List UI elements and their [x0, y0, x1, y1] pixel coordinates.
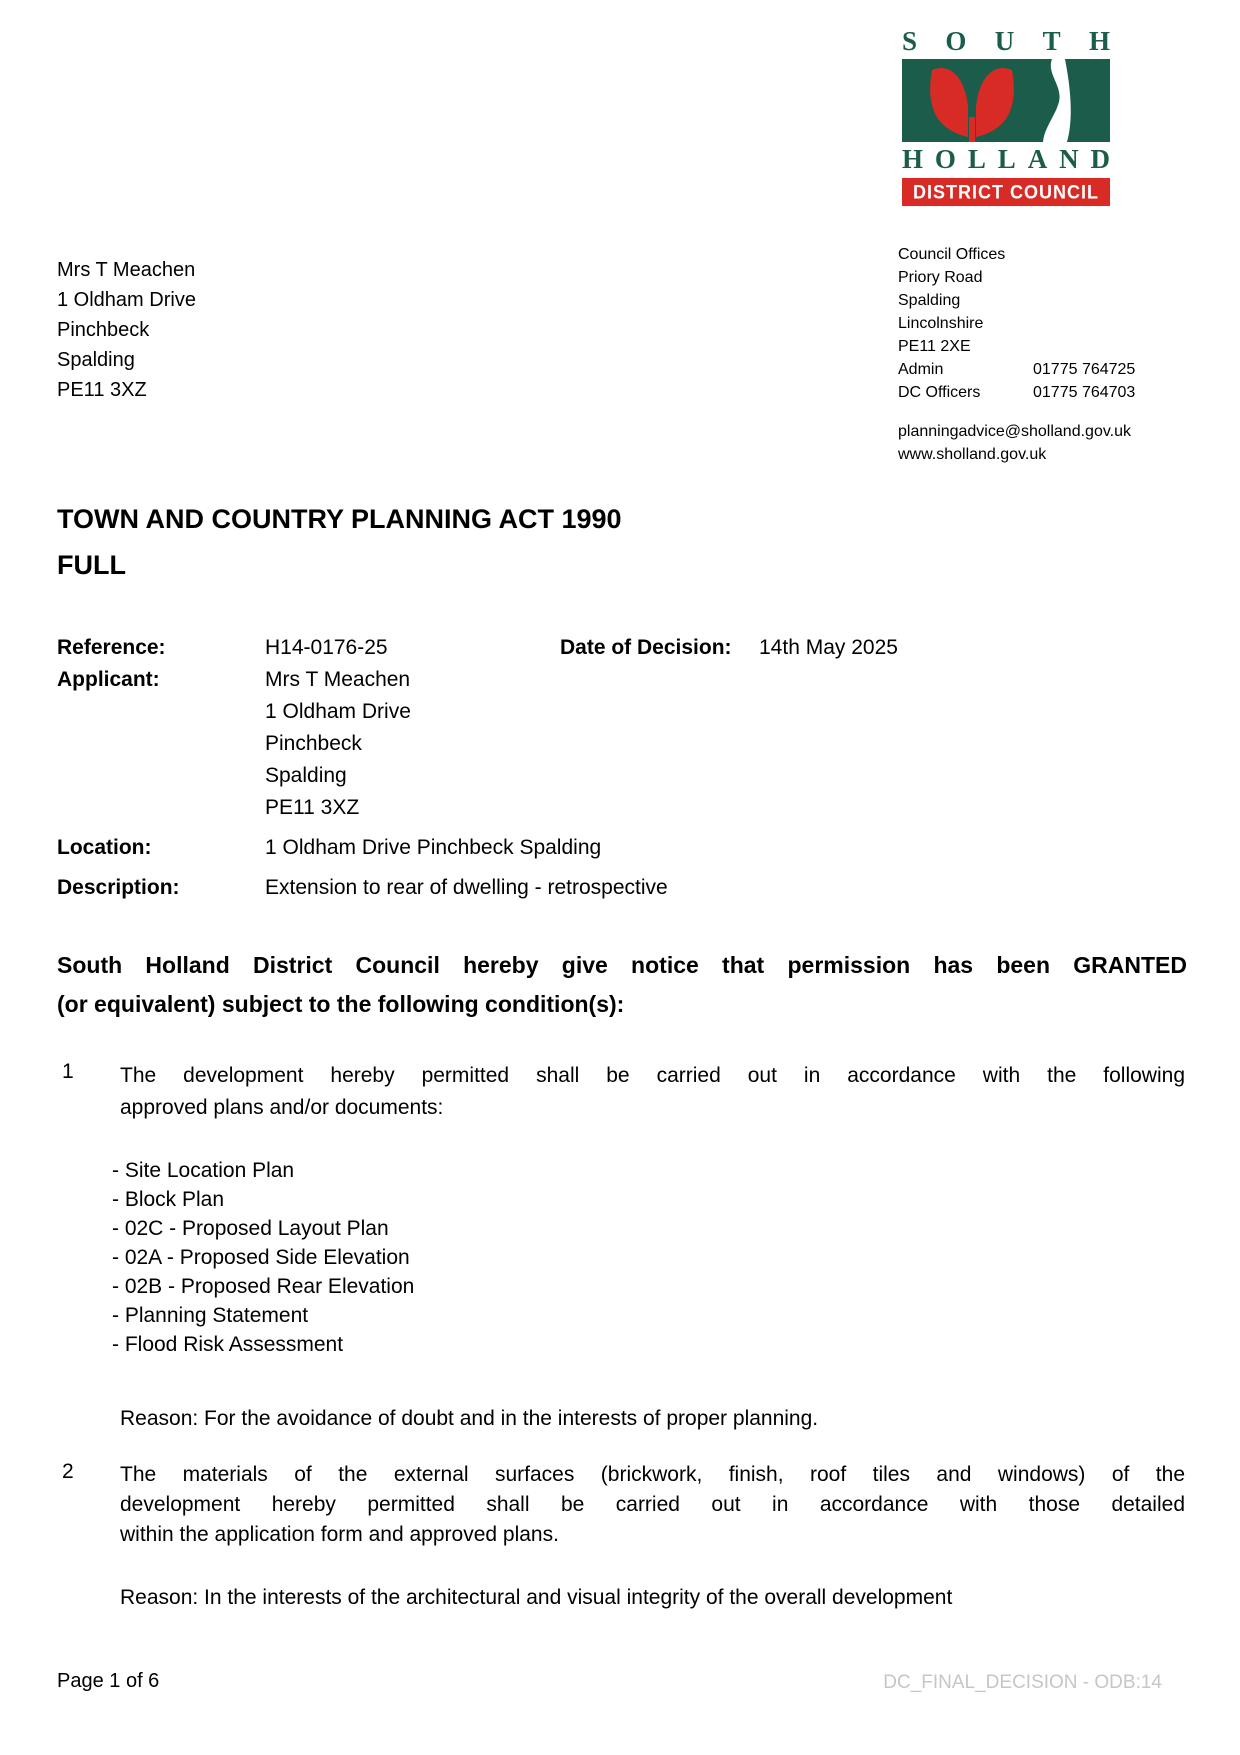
- reference-row: [57, 632, 1187, 664]
- reference-label: Reference:: [57, 636, 166, 659]
- council-address-line: PE11 2XE: [898, 338, 971, 355]
- council-website: www.sholland.gov.uk: [898, 446, 1047, 463]
- plan-item: - 02A - Proposed Side Elevation: [112, 1246, 410, 1269]
- logo-word-south: S O U T H: [902, 26, 1110, 56]
- applicant-line: Mrs T Meachen: [265, 668, 411, 691]
- condition-2-reason: Reason: In the interests of the architectural and visual integrity of the overall development: [120, 1586, 953, 1609]
- document-reference-code: DC_FINAL_DECISION - ODB:14: [883, 1672, 1162, 1693]
- phone-number: 01775 764725: [1033, 361, 1136, 378]
- phone-row-admin: [898, 358, 1198, 381]
- council-links: [898, 420, 1198, 466]
- plan-item: - Block Plan: [112, 1188, 225, 1211]
- applicant-row: [57, 664, 1187, 824]
- condition-line: The development hereby permitted shall be carried out in accordance with the following: [120, 1064, 1185, 1087]
- recipient-line: PE11 3XZ: [57, 379, 147, 401]
- tulip-logo-icon: [902, 59, 1110, 142]
- applicant-label: Applicant:: [57, 668, 160, 691]
- council-address-line: Spalding: [898, 292, 961, 309]
- page-number: Page 1 of 6: [57, 1670, 160, 1692]
- recipient-line: Spalding: [57, 349, 135, 371]
- council-address-block: [898, 243, 1198, 466]
- phone-number: 01775 764703: [1033, 384, 1136, 401]
- plan-item: - Planning Statement: [112, 1304, 309, 1327]
- application-details: [57, 632, 1187, 904]
- council-address-line: Council Offices: [898, 246, 1006, 263]
- condition-number: 1: [62, 1060, 74, 1083]
- recipient-address: [57, 255, 196, 405]
- council-email: planningadvice@sholland.gov.uk: [898, 423, 1131, 440]
- location-row: [57, 832, 1187, 864]
- document-title: [57, 496, 622, 588]
- reference-value: H14-0176-25: [265, 636, 388, 659]
- condition-text: [120, 1460, 1185, 1550]
- decision-statement-line: (or equivalent) subject to the following condition(s):: [57, 991, 625, 1017]
- condition-1: [57, 1060, 1187, 1124]
- condition-1-reason: Reason: For the avoidance of doubt and in the interests of proper planning.: [120, 1407, 819, 1430]
- phone-row-dc-officers: [898, 381, 1198, 404]
- condition-number: 2: [62, 1460, 74, 1483]
- applicant-address: [265, 664, 1187, 824]
- description-value: Extension to rear of dwelling - retrospective: [265, 876, 668, 899]
- plan-item: - Flood Risk Assessment: [112, 1333, 344, 1356]
- description-row: [57, 872, 1187, 904]
- council-address-line: Lincolnshire: [898, 315, 984, 332]
- applicant-line: 1 Oldham Drive: [265, 700, 411, 723]
- condition-text: [120, 1060, 1185, 1124]
- logo-banner-district-council: DISTRICT COUNCIL: [902, 178, 1110, 206]
- condition-line: approved plans and/or documents:: [120, 1096, 444, 1119]
- plan-item: - 02C - Proposed Layout Plan: [112, 1217, 389, 1240]
- location-value: 1 Oldham Drive Pinchbeck Spalding: [265, 836, 602, 859]
- decision-date-label: Date of Decision:: [560, 636, 732, 659]
- plan-item: - 02B - Proposed Rear Elevation: [112, 1275, 415, 1298]
- description-label: Description:: [57, 876, 180, 899]
- decision-date-value: 14th May 2025: [759, 636, 898, 659]
- approved-plans-list: [112, 1156, 414, 1359]
- council-address-line: Priory Road: [898, 269, 983, 286]
- application-type: FULL: [57, 550, 126, 580]
- applicant-line: Pinchbeck: [265, 732, 362, 755]
- phone-label: DC Officers: [898, 384, 981, 401]
- applicant-line: Spalding: [265, 764, 347, 787]
- council-logo: [902, 28, 1110, 205]
- condition-2: [57, 1460, 1187, 1550]
- condition-line: The materials of the external surfaces (brickwork, finish, roof tiles and windows) of the: [120, 1463, 1185, 1486]
- phone-label: Admin: [898, 361, 944, 378]
- decision-statement: [57, 946, 1187, 1024]
- recipient-line: 1 Oldham Drive: [57, 289, 196, 311]
- recipient-line: Pinchbeck: [57, 319, 150, 341]
- logo-word-holland: H O L L A N D: [902, 144, 1110, 174]
- plan-item: - Site Location Plan: [112, 1159, 295, 1182]
- location-label: Location:: [57, 836, 152, 859]
- decision-statement-line: South Holland District Council hereby give notice that permission has been GRANTED: [57, 952, 1187, 978]
- applicant-line: PE11 3XZ: [265, 796, 360, 819]
- act-title: TOWN AND COUNTRY PLANNING ACT 1990: [57, 504, 622, 534]
- condition-line: within the application form and approved plans.: [120, 1523, 559, 1546]
- recipient-line: Mrs T Meachen: [57, 259, 196, 281]
- condition-line: development hereby permitted shall be carried out in accordance with those detailed: [120, 1493, 1185, 1516]
